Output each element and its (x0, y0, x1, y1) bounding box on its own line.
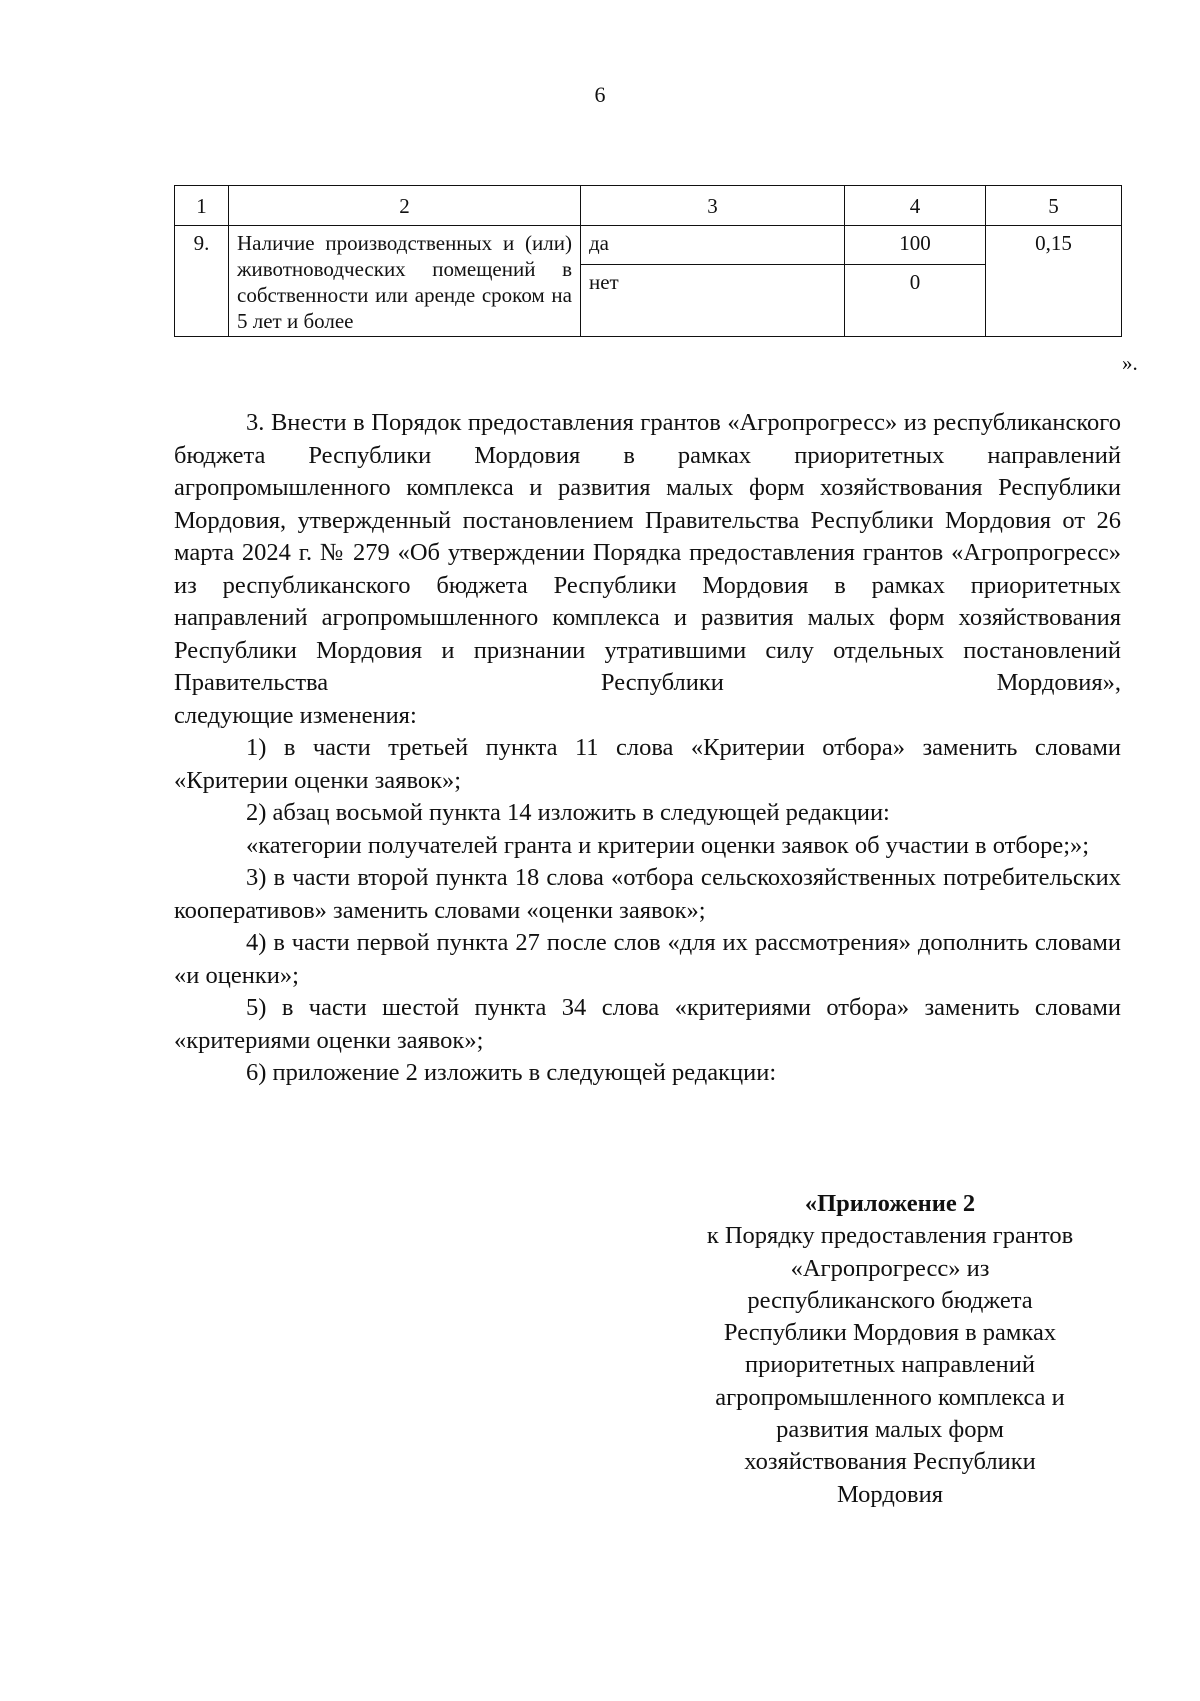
table-header-cell: 5 (986, 186, 1122, 226)
amendment-item-1: 1) в части третьей пункта 11 слова «Критерии отбора» заменить словами «Критерии оценки заявок»; (174, 734, 1121, 794)
paragraph-3-main: 3. Внести в Порядок предоставления грантов «Агропрогресс» из республиканского бюджета Республики Мордовия в рамках приоритетных направлений агропромышленного комплекса и развития малых форм хозяйствования Республики Мордовия, утвержденный постановлением Правительства Республики Мордовия от 26 марта 2024 г. № 279 «Об утверждении Порядка предоставления грантов «Агропрогресс» из республиканского бюджета Республики Мордовия в рамках приоритетных направлений агропромышленного комплекса и развития малых форм хозяйствования Республики Мордовия и признании утратившими силу отдельных постановлений Правительства Республики Мордовия», (174, 409, 1121, 696)
paragraph-3-tail: следующие изменения: (174, 701, 417, 729)
criteria-table (174, 185, 1122, 337)
table-header-cell: 1 (175, 186, 229, 226)
appendix-line: Мордовия (836, 1480, 943, 1508)
appendix-heading (660, 1188, 1120, 1511)
option-value-yes: да (581, 226, 845, 265)
table-header-cell: 3 (581, 186, 845, 226)
amendment-item-4: 4) в части первой пункта 27 после слов «для их рассмотрения» дополнить словами «и оценки»; (174, 929, 1121, 989)
table-header-cell: 2 (229, 186, 581, 226)
amendment-item-5: 5) в части шестой пункта 34 слова «критериями отбора» заменить словами «критериями оценки заявок»; (174, 994, 1121, 1054)
appendix-title: «Приложение 2 (804, 1190, 976, 1217)
option-score-no: 0 (845, 265, 986, 337)
appendix-line: Республики Мордовия в рамках (723, 1319, 1057, 1347)
criterion-weight: 0,15 (986, 226, 1122, 337)
appendix-line: «Агропрогресс» из (790, 1254, 990, 1282)
table-closing-quote: ». (1122, 351, 1138, 375)
option-score-yes: 100 (845, 226, 986, 265)
appendix-line: хозяйствования Республики (744, 1448, 1036, 1476)
appendix-line: республиканского бюджета (747, 1286, 1033, 1314)
criterion-text: Наличие производственных и (или) животноводческих помещений в собственности или аренде сроком на 5 лет и более (229, 226, 581, 337)
appendix-line: к Порядку предоставления грантов (706, 1222, 1074, 1250)
appendix-line: агропромышленного комплекса и (715, 1383, 1065, 1411)
option-value-no: нет (581, 265, 845, 337)
appendix-line: развития малых форм (776, 1416, 1004, 1444)
amendment-item-3: 3) в части второй пункта 18 слова «отбора сельскохозяйственных потребительских кооперативов» заменить словами «оценки заявок»; (174, 864, 1121, 924)
table-header-row (175, 186, 1122, 226)
page-number: 6 (594, 82, 606, 107)
amendment-item-2: 2) абзац восьмой пункта 14 изложить в следующей редакции: (246, 799, 890, 826)
appendix-line: приоритетных направлений (745, 1351, 1035, 1379)
table-header-cell: 4 (845, 186, 986, 226)
row-number: 9. (175, 226, 229, 337)
table-row (175, 226, 1122, 265)
amendment-item-2-quote: «категории получателей гранта и критерии оценки заявок об участии в отборе;»; (246, 831, 1090, 859)
amendment-item-6: 6) приложение 2 изложить в следующей редакции: (246, 1059, 777, 1086)
body-text (174, 407, 1121, 1090)
